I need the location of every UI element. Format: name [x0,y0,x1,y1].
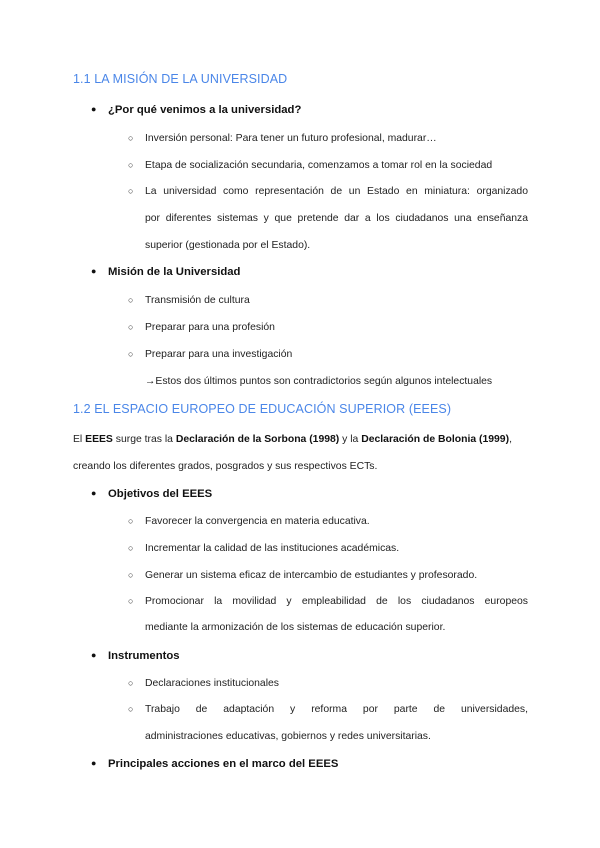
bullet-objetivos [91,488,212,500]
circle-bullet-icon: ○ [128,678,134,688]
disc-bullet-icon: ● [91,104,97,114]
list-item [128,704,528,715]
list-item-continuation [145,213,528,224]
bullet-label: Objetivos del EEES [108,488,213,500]
list-item [128,516,528,527]
disc-bullet-icon: ● [91,650,97,660]
circle-bullet-icon: ○ [128,349,134,359]
bullet-label: Misión de la Universidad [108,266,241,278]
list-item [128,322,528,333]
disc-bullet-icon: ● [91,266,97,276]
list-item-continuation: administraciones educativas, gobiernos y redes universitarias. [145,731,431,742]
bullet-instrumentos [91,650,180,662]
circle-bullet-icon: ○ [128,295,134,305]
intro-paragraph-line2: creando los diferentes grados, posgrados y sus respectivos ECTs. [73,461,378,472]
circle-bullet-icon: ○ [128,160,134,170]
list-item-text: Preparar para una profesión [145,322,275,333]
list-item [128,543,528,554]
list-item [128,349,528,360]
circle-bullet-icon: ○ [128,516,134,526]
list-item [128,160,528,171]
bullet-label: Instrumentos [108,650,180,662]
list-item-text: Declaraciones institucionales [145,678,279,689]
bullet-label: Principales acciones en el marco del EEES [108,758,339,770]
bullet-mision [91,266,240,278]
list-item [128,133,528,144]
intro-bold: Declaración de la Sorbona (1998) [175,434,340,445]
section-heading-mision: 1.1 LA MISIÓN DE LA UNIVERSIDAD [73,72,288,86]
bullet-acciones [91,758,338,770]
circle-bullet-icon: ○ [128,596,134,606]
intro-text: surge tras la [112,434,176,445]
list-item-text: Preparar para una investigación [145,349,293,360]
intro-text: El [73,434,86,445]
list-item [128,570,528,581]
intro-text: , [509,434,512,445]
list-item-text: Generar un sistema eficaz de intercambio de estudiantes y profesorado. [145,570,478,581]
list-item-text: Trabajo de adaptación y reforma por parte de universidades, [145,704,528,715]
list-item [128,596,528,607]
intro-bold: Declaración de Bolonia (1999) [361,434,510,445]
list-item [128,678,528,689]
list-item [128,186,528,197]
circle-bullet-icon: ○ [128,133,134,143]
list-item-text: por diferentes sistemas y que pretende dar a los ciudadanos una enseñanza [145,213,528,224]
list-item [128,295,528,306]
circle-bullet-icon: ○ [128,543,134,553]
list-item-text: Etapa de socialización secundaria, comenzamos a tomar rol en la sociedad [145,160,493,171]
list-item-continuation: mediante la armonización de los sistemas de educación superior. [145,622,446,633]
disc-bullet-icon: ● [91,758,97,768]
circle-bullet-icon: ○ [128,186,134,196]
intro-paragraph-line1 [73,434,512,445]
circle-bullet-icon: ○ [128,570,134,580]
bullet-por-que [91,104,301,116]
disc-bullet-icon: ● [91,488,97,498]
list-item-text: La universidad como representación de un Estado en miniatura: organizado [145,186,528,197]
list-item-text: Promocionar la movilidad y empleabilidad de los ciudadanos europeos [145,596,528,607]
section-heading-eees: 1.2 EL ESPACIO EUROPEO DE EDUCACIÓN SUPERIOR (EEES) [73,402,452,416]
circle-bullet-icon: ○ [128,322,134,332]
list-item-continuation: superior (gestionada por el Estado). [145,240,311,251]
list-item-text: Incrementar la calidad de las instituciones académicas. [145,543,400,554]
list-item-text: Transmisión de cultura [145,295,250,306]
bullet-label: ¿Por qué venimos a la universidad? [108,104,302,116]
circle-bullet-icon: ○ [128,704,134,714]
mision-note: →Estos dos últimos puntos son contradictorios según algunos intelectuales [145,376,493,387]
intro-text: y la [339,434,362,445]
list-item-text: Favorecer la convergencia en materia educativa. [145,516,370,527]
list-item-text: Inversión personal: Para tener un futuro profesional, madurar… [145,133,437,144]
intro-bold: EEES [85,434,113,445]
